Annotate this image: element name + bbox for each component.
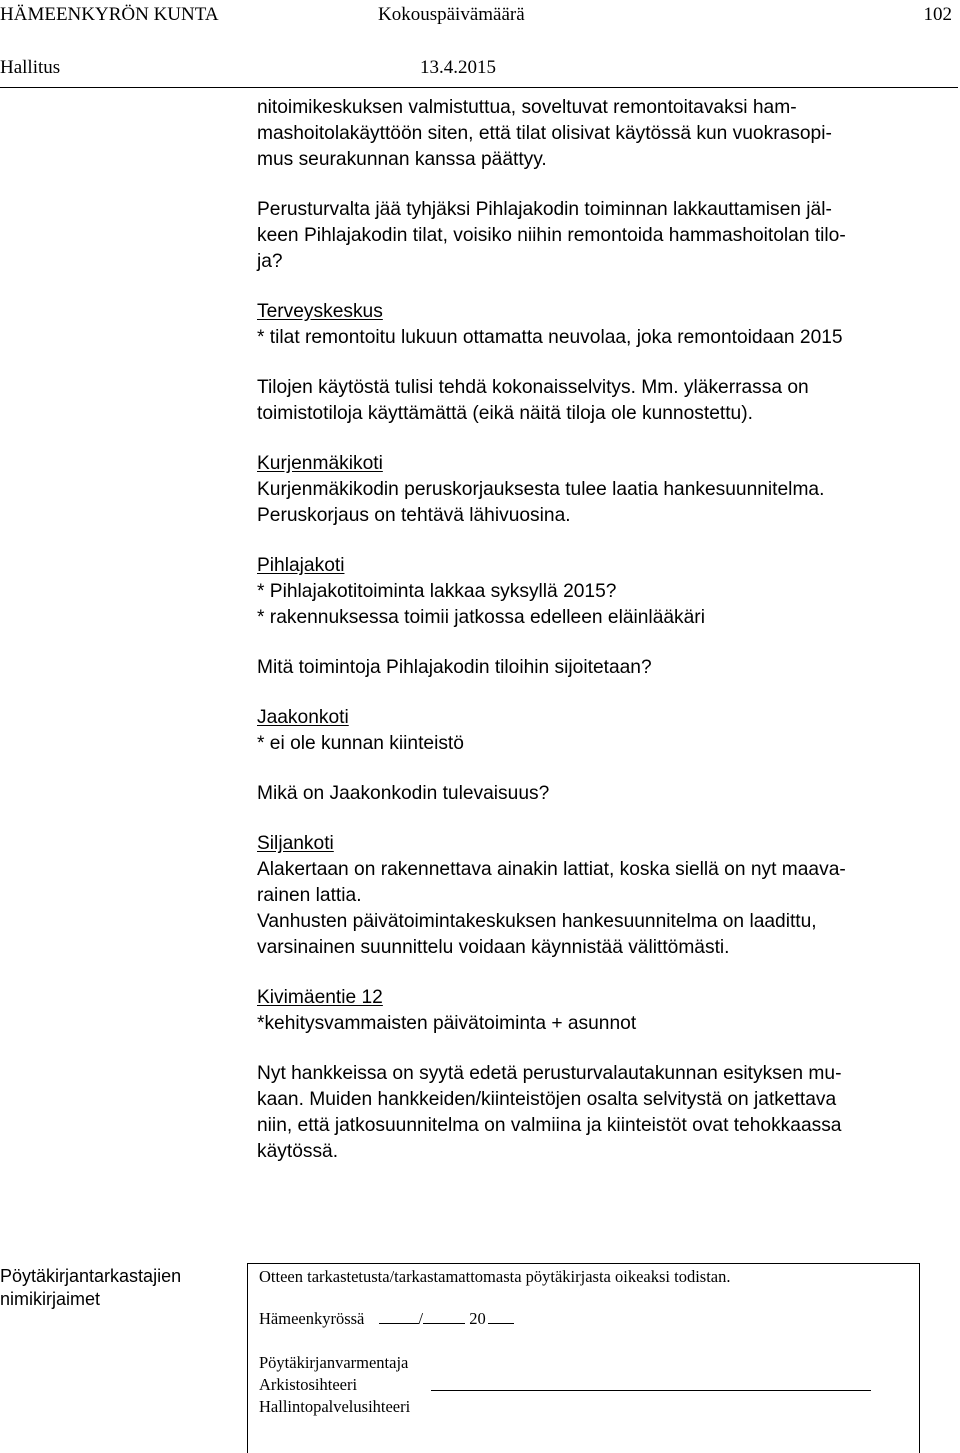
text-line: Kurjenmäkikodin peruskorjauksesta tulee laatia hankesuunnitelma. <box>257 479 825 500</box>
footer <box>0 1263 920 1453</box>
text-line: * tilat remontoitu lukuun ottamatta neuvolaa, joka remontoidaan 2015 <box>257 327 843 348</box>
body-name: Hallitus <box>0 57 61 78</box>
text-line: kaan. Muiden hankkeiden/kiinteistöjen osalta selvitystä on jatkettava <box>257 1089 837 1110</box>
section-heading: Jaakonkoti <box>257 707 349 728</box>
paragraph-conclusion <box>257 1061 947 1165</box>
paragraph-kokonaisselvitys <box>257 375 947 427</box>
text-line: Mikä on Jaakonkodin tulevaisuus? <box>257 783 550 804</box>
document-type: Kokouspäivämäärä <box>378 4 525 25</box>
text-line: keen Pihlajakodin tilat, voisiko niihin remontoida hammashoitolan tilo- <box>257 225 846 246</box>
section-pihlajakoti <box>257 553 947 631</box>
paragraph-intro <box>257 95 947 173</box>
text-line: nitoimikeskuksen valmistuttua, soveltuvat remontoitavaksi ham- <box>257 97 797 118</box>
section-heading: Siljankoti <box>257 833 334 854</box>
footer-divider <box>247 1263 248 1453</box>
text-line: * rakennuksessa toimii jatkossa edelleen eläinlääkäri <box>257 607 705 628</box>
text-line: Tilojen käytöstä tulisi tehdä kokonaisselvitys. Mm. yläkerrassa on <box>257 377 809 398</box>
section-terveyskeskus <box>257 299 947 351</box>
municipality-name: HÄMEENKYRÖN KUNTA <box>0 4 219 25</box>
footer-top-rule <box>247 1263 920 1264</box>
section-kivimaentie <box>257 985 947 1037</box>
text-line: Vanhusten päivätoimintakeskuksen hankesuunnitelma on laadittu, <box>257 911 817 932</box>
section-heading: Kivimäentie 12 <box>257 987 383 1008</box>
date-separator: / <box>418 1309 424 1328</box>
document-body <box>257 95 947 1189</box>
text-line: Nyt hankkeissa on syytä edetä perusturvalautakunnan esityksen mu- <box>257 1063 842 1084</box>
text-line: käytössä. <box>257 1141 339 1162</box>
year-blank <box>488 1309 514 1324</box>
certification-text: Otteen tarkastetusta/tarkastamattomasta pöytäkirjasta oikeaksi todistan. <box>259 1267 731 1286</box>
text-line: ja? <box>257 251 283 272</box>
section-siljankoti <box>257 831 947 961</box>
text-line: * ei ole kunnan kiinteistö <box>257 733 464 754</box>
paragraph-jaakonkoti-question <box>257 781 947 807</box>
place-name: Hämeenkyrössä <box>259 1309 365 1328</box>
month-blank <box>423 1309 465 1324</box>
page-number: 102 <box>923 4 952 25</box>
section-heading: Kurjenmäkikoti <box>257 453 383 474</box>
text-line: * Pihlajakotitoiminta lakkaa syksyllä 2015? <box>257 581 617 602</box>
text-line: rainen lattia. <box>257 885 362 906</box>
paragraph-perusturva <box>257 197 947 275</box>
footer-initials-box <box>0 1265 247 1311</box>
text-line: Perusturvalta jää tyhjäksi Pihlajakodin toiminnan lakkauttamisen jäl- <box>257 199 832 220</box>
text-line: mus seurakunnan kanssa päättyy. <box>257 149 547 170</box>
section-kurjenmakikoti <box>257 451 947 529</box>
footer-label: Pöytäkirjantarkastajien <box>0 1266 182 1286</box>
year-prefix: 20 <box>469 1309 486 1328</box>
footer-right-rule <box>919 1263 920 1453</box>
place-date-line <box>259 1308 514 1330</box>
text-line: toimistotiloja käyttämättä (eikä näitä tiloja ole kunnostettu). <box>257 403 753 424</box>
section-jaakonkoti <box>257 705 947 757</box>
section-heading: Pihlajakoti <box>257 555 345 576</box>
text-line: Mitä toimintoja Pihlajakodin tiloihin sijoitetaan? <box>257 657 652 678</box>
header-rule <box>0 87 958 88</box>
section-heading: Terveyskeskus <box>257 301 383 322</box>
text-line: niin, että jatkosuunnitelma on valmiina ja kiinteistöt ovat tehokkaassa <box>257 1115 842 1136</box>
text-line: mashoitolakäyttöön siten, että tilat olisivat käytössä kun vuokrasopi- <box>257 123 832 144</box>
meeting-date: 13.4.2015 <box>420 57 496 78</box>
role-line: Pöytäkirjanvarmentaja <box>259 1353 409 1372</box>
footer-label: nimikirjaimet <box>0 1289 101 1309</box>
text-line: Peruskorjaus on tehtävä lähivuosina. <box>257 505 571 526</box>
role-line: Hallintopalvelusihteeri <box>259 1397 411 1416</box>
day-blank <box>379 1309 419 1324</box>
role-line: Arkistosihteeri <box>259 1375 358 1394</box>
paragraph-pihlajakoti-question <box>257 655 947 681</box>
text-line: *kehitysvammaisten päivätoiminta + asunnot <box>257 1013 637 1034</box>
text-line: varsinainen suunnittelu voidaan käynnistää välittömästi. <box>257 937 730 958</box>
signature-line <box>431 1390 871 1391</box>
text-line: Alakertaan on rakennettava ainakin lattiat, koska siellä on nyt maava- <box>257 859 846 880</box>
